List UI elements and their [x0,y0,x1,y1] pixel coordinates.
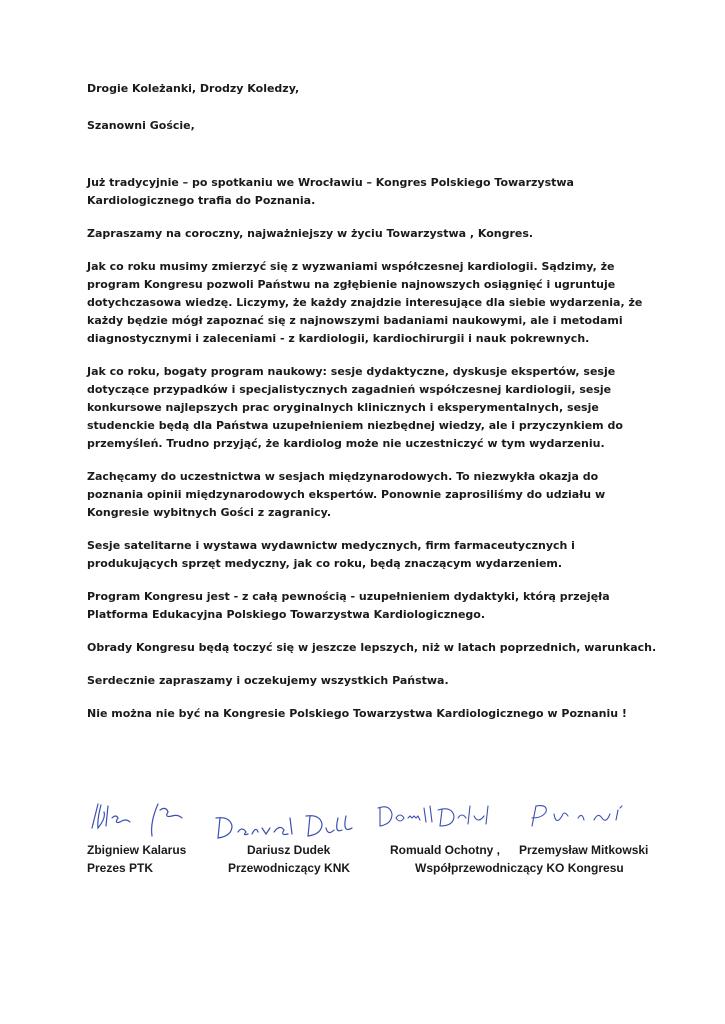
paragraph-closing: Nie można nie być na Kongresie Polskiego Towarzystwa Kardiologicznego w Poznaniu ! [87,707,627,720]
signer-role-kalarus: Prezes PTK [87,861,154,875]
signature-dudek [210,810,360,846]
signer-name-ochotny: Romuald Ochotny , [390,843,501,857]
signature-ochotny [372,796,497,836]
signer-name-kalarus: Zbigniew Kalarus [87,843,187,857]
paragraph-program: Jak co roku, bogaty program naukowy: sesje dydaktyczne, dyskusje ekspertów, sesje dotyczące przypadków i specjalistycznych zagadnień współczesnej kardiologii, sesje konkursowe najlepszych prac oryginalnych klinicznych i eksperymentalnych, sesje studenckie będą dla Państwa uzupełnieniem niezbędnej wiedzy, ale i przyczynkiem do przemyśleń. Trudno przyjąć, że kardiolog może nie uczestniczyć w tym wydarzeniu. [87,365,623,450]
paragraph-intro: Już tradycyjnie – po spotkaniu we Wrocławiu – Kongres Polskiego Towarzystwa Kardiologicznego trafia do Poznania. [87,176,574,207]
salutation-1: Drogie Koleżanki, Drodzy Koledzy, [87,82,300,95]
paragraph-satellite: Sesje satelitarne i wystawa wydawnictw medycznych, firm farmaceutycznych i produkujących sprzęt medyczny, jak co roku, będą znaczącym wydarzeniem. [87,539,575,570]
signer-name-dudek: Dariusz Dudek [247,843,331,857]
signer-name-mitkowski: Przemysław Mitkowski [519,843,649,857]
signature-kalarus [88,792,198,842]
paragraph-conditions: Obrady Kongresu będą toczyć się w jeszcze lepszych, niż w latach poprzednich, warunkach. [87,641,657,654]
paragraph-challenges: Jak co roku musimy zmierzyć się z wyzwaniami współczesnej kardiologii. Sądzimy, że program Kongresu pozwoli Państwu na zgłębienie najnowszych osiągnięć i ugruntuje dotychczasowa wiedzę. Liczymy, że każdy znajdzie interesujące dla siebie wydarzenia, że każdy będzie mógł zapoznać się z najnowszymi badaniami naukowymi, ale i metodami diagnostycznymi i zaleceniami - z kardiologii, kardiochirurgii i nauk pokrewnych. [87,260,643,345]
signature-mitkowski [518,796,638,836]
paragraph-education: Program Kongresu jest - z całą pewnością - uzupełnieniem dydaktyki, którą przejęła Platforma Edukacyjna Polskiego Towarzystwa Kardiologicznego. [87,590,610,621]
paragraph-international: Zachęcamy do uczestnictwa w sesjach międzynarodowych. To niezwykła okazja do poznania opinii międzynarodowych ekspertów. Ponownie zaprosiliśmy do udziału w Kongresie wybitnych Gości z zagranicy. [87,470,606,519]
paragraph-invitation: Zapraszamy na coroczny, najważniejszy w życiu Towarzystwa , Kongres. [87,227,534,240]
paragraph-welcome: Serdecznie zapraszamy i oczekujemy wszystkich Państwa. [87,674,449,687]
signer-role-dudek: Przewodniczący KNK [228,861,351,875]
signer-role-ochotny: Współprzewodniczący KO Kongresu [415,861,624,875]
letter-body [87,80,657,723]
salutation-2: Szanowni Goście, [87,119,195,132]
